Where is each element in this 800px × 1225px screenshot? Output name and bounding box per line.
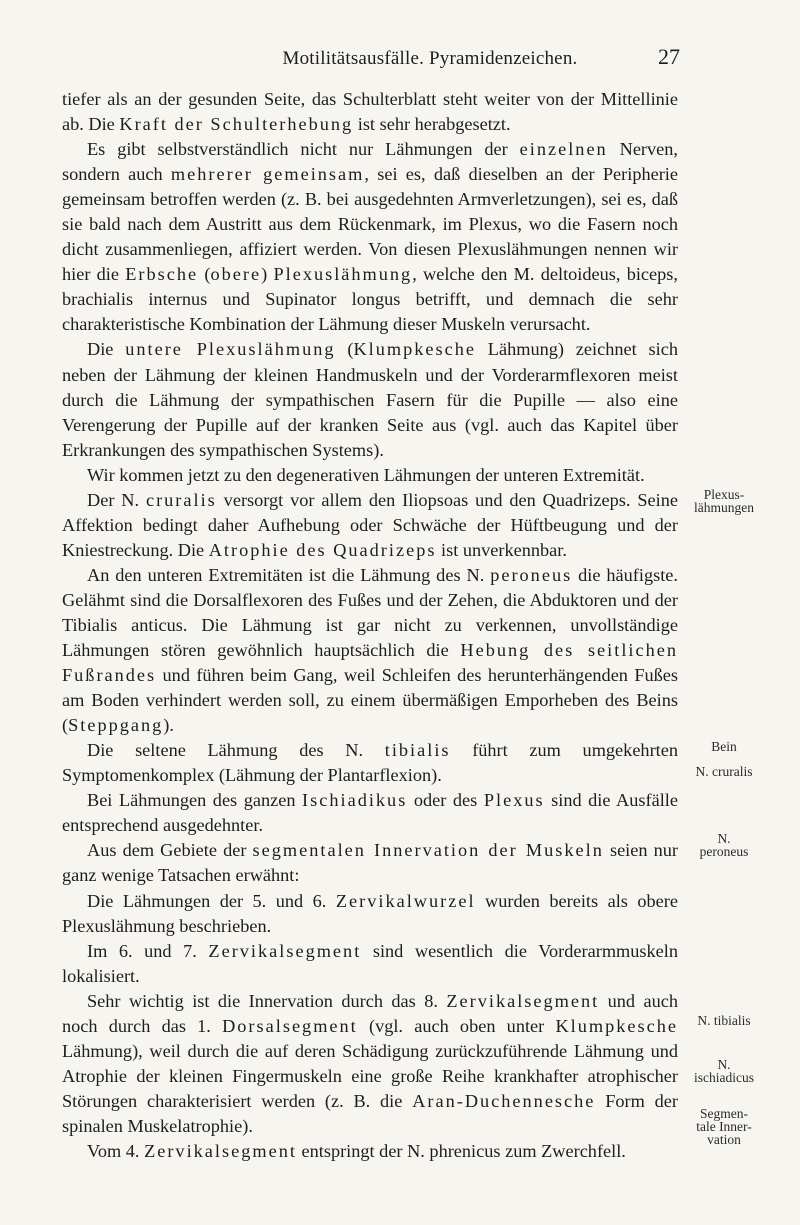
emphasized-text: Zervikalsegment — [208, 940, 362, 961]
text-run: Bei Lähmungen des ganzen — [87, 790, 303, 811]
margin-note-plexus — [686, 488, 762, 514]
emphasized-text: Atrophie des Quadrizeps — [208, 539, 437, 560]
emphasized-text: untere Plexuslähmung — [125, 339, 336, 360]
running-header: Motilitätsausfälle. Pyramidenzeichen. — [282, 48, 578, 69]
emphasized-text: mehrerer gemeinsam — [170, 164, 365, 185]
text-run: ). — [163, 715, 174, 736]
margin-note-peroneus — [686, 832, 762, 858]
paragraph — [62, 1139, 678, 1164]
margin-note-text: Segmen- tale Inner- vation — [696, 1106, 752, 1147]
emphasized-text: Erbsche — [125, 264, 199, 285]
margin-note-text: Bein — [711, 739, 737, 754]
margin-note-tibialis — [686, 1014, 762, 1027]
margin-note-text: N. peroneus — [699, 831, 749, 859]
text-run: wurden bereits als obere Plexuslähmung beschrieben. — [62, 890, 678, 936]
margin-note-text: N. tibialis — [697, 1013, 751, 1028]
emphasized-text: Steppgang — [68, 715, 164, 736]
paragraph — [62, 838, 678, 888]
emphasized-text: segmentalen Innervation der Muskeln — [252, 840, 604, 861]
emphasized-text: Plexus — [483, 790, 545, 811]
text-run: oder des — [407, 790, 484, 811]
text-run: Nerven, sondern auch — [62, 139, 678, 185]
text-run: und führen beim Gang, weil Schleifen des herunterhängenden Fußes am Boden verhindert werden soll, zu einem übermäßigen Emporheben des Beins ( — [62, 665, 678, 736]
emphasized-text: obere — [210, 264, 262, 285]
text-run: ist unverkennbar. — [436, 539, 567, 560]
paragraph — [62, 939, 678, 989]
text-run: ist sehr herabgesetzt. — [353, 114, 511, 135]
text-run: Die — [87, 339, 126, 360]
text-run: Es gibt selbstverständlich nicht nur Lähmungen der — [87, 139, 520, 160]
text-run: Im 6. und 7. — [87, 940, 209, 961]
emphasized-text: Ischiadikus — [302, 790, 408, 811]
paragraph — [62, 563, 678, 738]
margin-note-cruralis — [686, 765, 762, 778]
emphasized-text: einzelnen — [519, 139, 608, 160]
text-run: seien nur ganz wenige Tatsachen erwähnt: — [62, 840, 678, 886]
text-run: tiefer als an der gesunden Seite, das Schulterblatt steht weiter von der Mittellinie ab. Die — [62, 89, 678, 135]
text-run: , sei es, daß dieselben an der Peripherie gemeinsam betroffen werden (z. B. bei ausgedehnten Armverletzungen), sei es, daß sie bald nach dem Austritt aus dem Rückenmark, im Plexus, wo die Fasern noch dicht zusammenliegen, affiziert werden. Von diesen Plexuslähmungen nennen wir hier die — [62, 164, 679, 285]
text-run: Der N. — [87, 489, 146, 510]
text-run: Sehr wichtig ist die Innervation durch das 8. — [87, 990, 447, 1011]
text-run: sind wesentlich die Vorderarmmuskeln lokalisiert. — [62, 940, 678, 986]
emphasized-text: Dorsalsegment — [222, 1015, 358, 1036]
emphasized-text: Zervikalsegment — [446, 990, 600, 1011]
emphasized-text: Klumpkesche — [353, 339, 476, 360]
emphasized-text: Hebung des seitlichen Fußrandes — [62, 640, 678, 686]
emphasized-text: Zervikalwurzel — [335, 890, 476, 911]
text-run: Vom 4. — [87, 1140, 145, 1161]
emphasized-text: Zervikalsegment — [144, 1140, 297, 1161]
emphasized-text: cruralis — [145, 489, 217, 510]
text-run: ( — [335, 339, 354, 360]
text-run: Aus dem Gebiete der — [87, 840, 253, 861]
paragraph — [62, 137, 678, 337]
text-run: , welche den M. deltoideus, biceps, brachialis internus und Supinator longus betrifft, und demnach die sehr charakteristische Kombination der Lähmung dieser Muskeln verursacht. — [62, 264, 678, 335]
emphasized-text: Plexuslähmung — [273, 264, 413, 285]
emphasized-text: peroneus — [490, 564, 573, 585]
text-run: Lähmung), weil durch die auf deren Schädigung zurückzuführende Lähmung und Atrophie der kleinen Fingermuskeln eine große Reihe krankhafter atrophischer Störungen charakterisiert werden (z. B. die — [62, 1040, 678, 1111]
paragraph — [62, 738, 678, 788]
text-run: sind die Ausfälle entsprechend ausgedehnter. — [62, 790, 678, 836]
margin-note-segmentale-innervation — [686, 1107, 762, 1146]
text-run: An den unteren Extremitäten ist die Lähmung des N. — [87, 564, 491, 585]
emphasized-text: Klumpkesche — [555, 1015, 678, 1036]
paragraph — [62, 788, 678, 838]
emphasized-text: Kraft der Schulterhebung — [119, 114, 354, 135]
margin-note-text: N. ischiadicus — [694, 1057, 754, 1085]
margin-note-ischiadicus — [686, 1058, 762, 1084]
text-run: versorgt vor allem den Iliopsoas und den Quadrizeps. Seine Affektion bedingt daher Aufhebung oder Schwäche der Hüftbeugung und der Kniestreckung. Die — [62, 489, 678, 560]
text-run: (vgl. auch oben unter — [357, 1015, 556, 1036]
paragraph — [62, 488, 678, 563]
text-run: und auch noch durch das 1. — [62, 990, 679, 1036]
emphasized-text: tibialis — [384, 740, 451, 761]
text-run: Form der spinalen Muskelatrophie). — [62, 1090, 678, 1136]
text-run: entspringt der N. phrenicus zum Zwerchfell. — [296, 1140, 626, 1161]
margin-note-text: Plexus- lähmungen — [694, 487, 754, 515]
page-number: 27 — [658, 44, 680, 69]
emphasized-text: Aran-Duchennesche — [412, 1090, 596, 1111]
text-run: die häufigste. Gelähmt sind die Dorsalflexoren des Fußes und der Zehen, die Abduktoren und der Tibialis anticus. Die Lähmung ist gar nicht zu verkennen, unvollständige Lähmungen stören gewöhnlich hauptsächlich die — [62, 564, 678, 661]
paragraph — [62, 989, 678, 1139]
margin-note-text: N. cruralis — [695, 764, 753, 779]
margin-note-bein — [686, 740, 762, 753]
text-run: Lähmung) zeichnet sich neben der Lähmung der kleinen Handmuskeln und der Vorderarmflexoren meist durch die Lähmung der sympathischen Fasern für die Pupille — also eine Verengerung der Pupille auf der kranken Seite aus (vgl. auch das Kapitel über Erkrankungen des sympathischen Systems). — [62, 339, 678, 460]
text-run: ) — [261, 264, 274, 285]
paragraph — [62, 463, 678, 488]
text-run: führt zum umgekehrten Symptomenkomplex (Lähmung der Plantarflexion). — [62, 740, 678, 786]
paragraph — [62, 889, 678, 939]
text-run: Die Lähmungen der 5. und 6. — [87, 890, 336, 911]
paragraph — [62, 337, 678, 462]
text-run: ( — [198, 264, 211, 285]
text-run: Die seltene Lähmung des N. — [87, 740, 385, 761]
paragraph — [62, 87, 678, 137]
text-run: Wir kommen jetzt zu den degenerativen Lähmungen der unteren Extremität. — [87, 464, 645, 485]
body-text — [62, 87, 678, 1164]
